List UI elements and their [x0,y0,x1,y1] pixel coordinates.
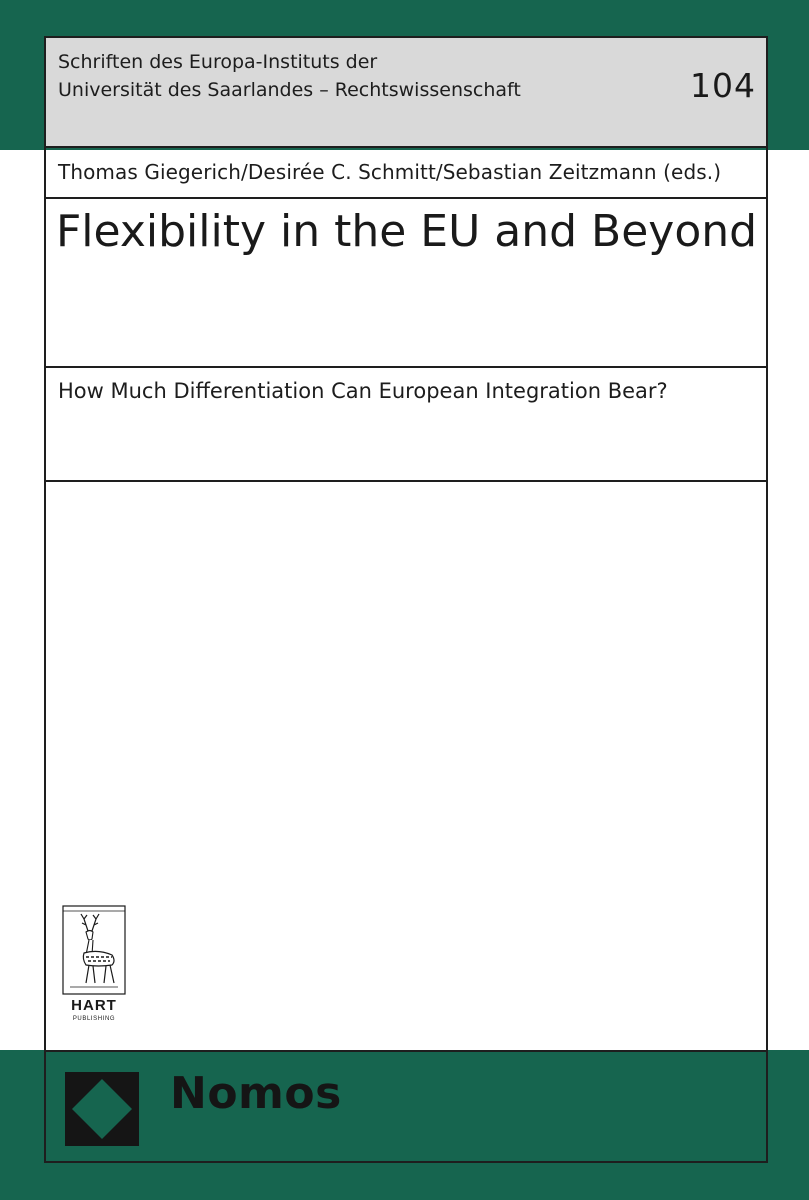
series-volume-number: 104 [690,66,756,105]
book-subtitle: How Much Differentiation Can European Integration Bear? [58,379,668,403]
cover-frame [44,36,768,1163]
hart-logo-name: HART [71,997,117,1014]
hart-logo-subtitle: PUBLISHING [72,1016,116,1022]
series-title-line-2: Universität des Saarlandes – Rechtswissenschaft [58,79,521,101]
book-title: Flexibility in the EU and Beyond [56,206,758,257]
publisher-name: Nomos [170,1068,342,1119]
series-title-line-1: Schriften des Europa-Instituts der [58,51,378,73]
editors-line: Thomas Giegerich/Desirée C. Schmitt/Sebastian Zeitzmann (eds.) [58,160,722,184]
